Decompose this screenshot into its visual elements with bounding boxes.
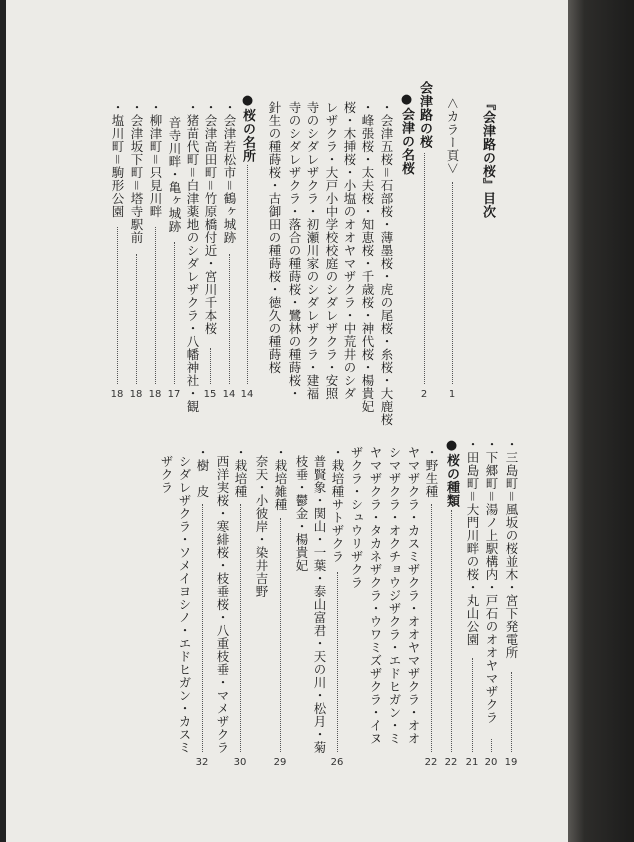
lower-page-number: 32: [195, 757, 209, 768]
lower-page-number: 20: [484, 757, 498, 768]
lower-page-number: 29: [273, 757, 287, 768]
leader-dots: [280, 518, 281, 753]
upper-entry: 寺のシダレザクラ・初瀬川家のシダレザクラ・建福: [305, 101, 320, 400]
leader-dots: [240, 504, 241, 752]
lower-entry: ・栽培雑種: [273, 446, 288, 511]
leader-dots: [136, 254, 137, 385]
leader-dots: [511, 672, 512, 753]
upper-entry: 会津路の桜: [417, 81, 432, 149]
lower-entry: 枝垂・鬱金・楊貴妃: [294, 455, 309, 572]
upper-entry: 桜・木挿桜・小塩のオオヤマザクラ・中荒井のシダ: [342, 101, 357, 400]
lower-entry: ザクラ・シュウリザクラ: [349, 446, 364, 589]
leader-dots: [431, 504, 432, 752]
upper-entry: ・塩川町＝駒形公園: [110, 101, 125, 219]
upper-entry: 音寺川畔・亀ヶ城跡: [167, 116, 182, 233]
lower-page-number: 21: [465, 757, 479, 768]
lower-entry: シマザクラ・オクチョウジザクラ・エドヒガン・ミ: [387, 446, 402, 745]
upper-page-number: 18: [148, 389, 162, 400]
upper-entry: レザクラ・大戸小中学校校庭のシダレザクラ・安照: [324, 101, 339, 400]
lower-entry: ・下郷町＝湯ノ上駅構内・戸石のオオヤマザクラ: [484, 438, 499, 725]
leader-dots: [491, 739, 492, 752]
lower-page-number: 26: [330, 757, 344, 768]
leader-dots: [452, 182, 453, 384]
page-edge: [0, 0, 6, 842]
leader-dots: [202, 504, 203, 752]
upper-page-number: 14: [240, 389, 254, 400]
leader-dots: [472, 658, 473, 752]
leader-dots: [174, 242, 175, 385]
lower-entry: ・栽培種サトザクラ: [330, 446, 345, 563]
lower-entry: ・樹 皮: [195, 446, 210, 498]
lower-entry: ・三島町＝風坂の桜並木・宮下発電所: [504, 438, 519, 660]
upper-entry: ・会津坂下町＝塔寺駅前: [129, 101, 144, 245]
upper-entry: 針生の種蒔桜・古御田の種蒔桜・徳久の種蒔桜: [267, 101, 282, 374]
lower-page-number: 22: [444, 757, 458, 768]
leader-dots: [337, 572, 338, 753]
leader-dots: [117, 227, 118, 385]
binding-shadow: [568, 0, 634, 842]
lower-entry: ヤマザクラ・タカネザクラ・ウワミズザクラ・イヌ: [368, 446, 383, 745]
lower-entry: 奈天・小彼岸・染井吉野: [254, 455, 269, 598]
leader-dots: [247, 165, 248, 385]
leader-dots: [229, 254, 230, 385]
toc-title: 『会津路の桜』目次: [480, 97, 495, 219]
upper-entry: ・会津高田町＝竹原橋付近・宮川千本桜: [203, 101, 218, 336]
lower-page-number: 30: [233, 757, 247, 768]
upper-page-number: 18: [110, 389, 124, 400]
upper-page-number: 17: [167, 389, 181, 400]
upper-page-number: 14: [222, 389, 236, 400]
lower-entry: ザクラ: [159, 455, 174, 494]
leader-dots: [451, 510, 452, 753]
lower-entry: 西洋実桜・寒緋桜・枝垂桜・八重枝垂・マメザクラ: [215, 455, 230, 754]
upper-entry: ＜カラー頁＞: [445, 97, 460, 176]
upper-entry: ●桜の名所: [240, 93, 255, 163]
upper-page-number: 15: [203, 389, 217, 400]
lower-entry: ●桜の種類: [444, 438, 459, 508]
upper-entry: ●会津の名桜: [399, 92, 414, 175]
lower-entry: シダレザクラ・ソメイヨシノ・エドヒガン・カスミ: [177, 455, 192, 754]
upper-page-number: 1: [448, 389, 456, 400]
upper-entry: ・猪苗代町＝白津薬地のシダレザクラ・八幡神社・観: [185, 101, 200, 414]
lower-page-number: 19: [504, 757, 518, 768]
leader-dots: [210, 348, 211, 384]
lower-entry: ヤマザクラ・カスミザクラ・オオヤマザクラ・オオ: [406, 446, 421, 745]
leader-dots: [155, 227, 156, 385]
upper-page-number: 18: [129, 389, 143, 400]
upper-entry: ・柳津町＝只見川畔: [148, 101, 163, 219]
lower-entry: ・田島町＝大門川畔の桜・丸山公園: [465, 438, 480, 647]
upper-page-number: 2: [420, 389, 428, 400]
lower-page-number: 22: [424, 757, 438, 768]
lower-entry: ・野生種: [424, 446, 439, 498]
upper-entry: 寺のシダレザクラ・落合の種蒔桜・鷺林の種蒔桜・: [287, 101, 302, 400]
upper-entry: ・会津五桜＝石部桜・薄墨桜・虎の尾桜・糸桜・大鹿桜: [379, 101, 394, 427]
lower-entry: ・栽培種: [233, 446, 248, 498]
upper-entry: ・会津若松市＝鶴ヶ城跡: [222, 101, 237, 245]
lower-entry: 普賢象・関山・一葉・泰山富君・天の川・松月・菊: [312, 455, 327, 754]
leader-dots: [424, 153, 425, 385]
upper-entry: ・峰張桜・太夫桜・知恵桜・千歳桜・神代桜・楊貴妃: [360, 101, 375, 413]
